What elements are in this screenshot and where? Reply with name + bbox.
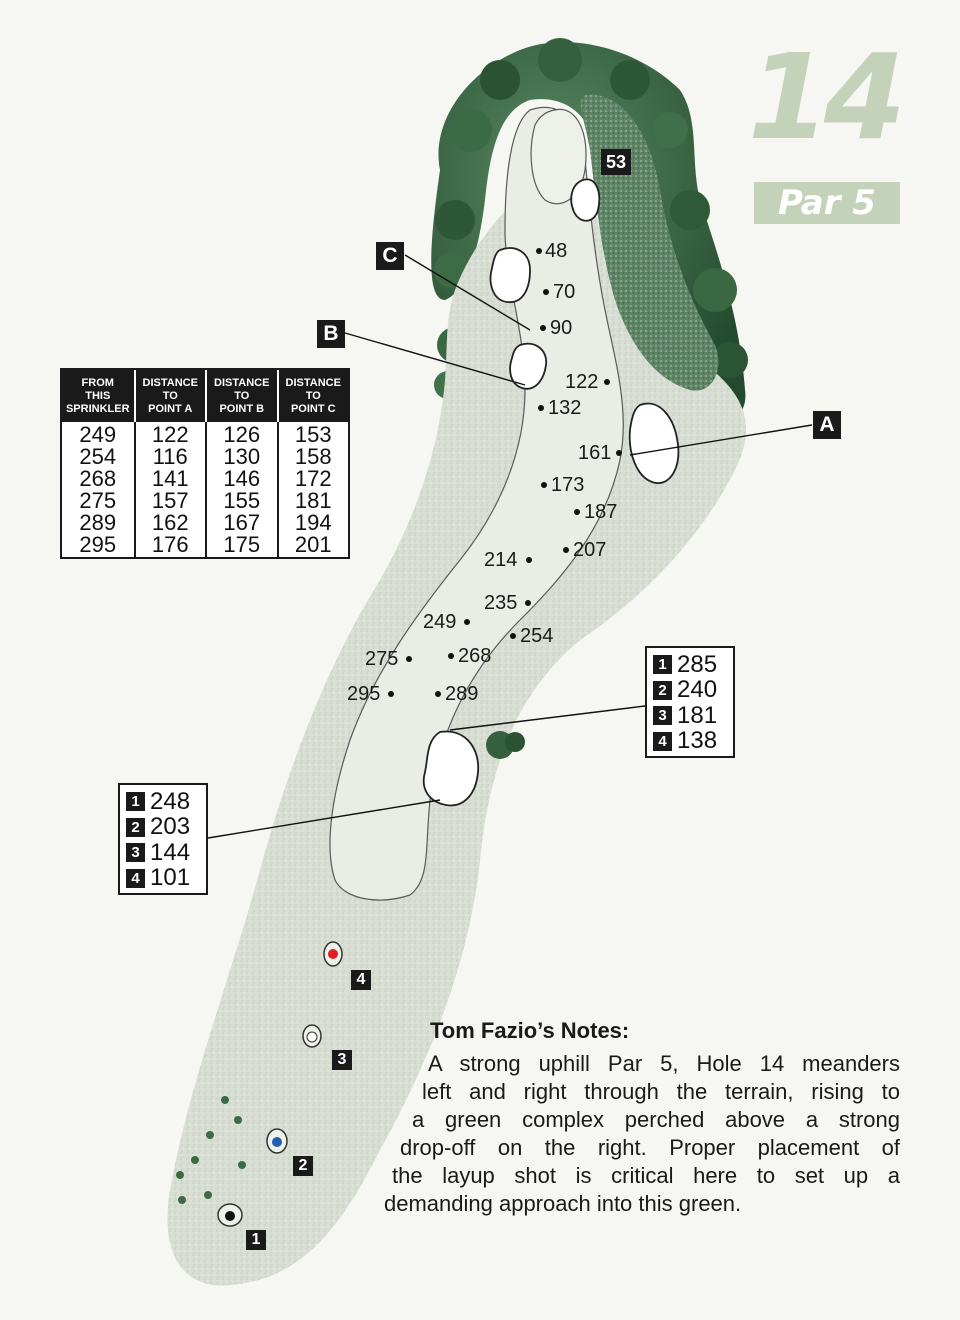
yard-row [653,703,727,729]
table-cell: 162 [151,510,189,535]
table-header-point-c: DISTANCE TO POINT C [277,370,349,422]
table-header-point-a: DISTANCE TO POINT A [134,370,206,422]
table-header-sprinkler: FROM THIS SPRINKLER [62,370,134,422]
yard-row [126,840,200,866]
notes-line: left and right through the terrain, rising to [422,1079,900,1104]
yard-value: 181 [677,701,718,729]
tee-yardage-box-carry [118,783,208,895]
yard-value: 144 [150,838,191,866]
yard-value: 248 [150,787,191,815]
tee-number: 3 [126,843,145,862]
tee-number: 2 [126,818,145,837]
yard-row [653,729,727,755]
yardage-label: 254 [520,625,554,647]
sprinkler-table [60,368,350,559]
tee-4-label: 4 [351,970,371,990]
yardage-label: 249 [423,611,457,633]
point-b-label: B [317,320,345,348]
yard-row [653,652,727,678]
yardage-label: 90 [550,317,573,339]
green-number-label: 53 [601,149,631,175]
yard-row [653,678,727,704]
table-cell: 157 [151,488,189,513]
table-cell: 249 [79,422,117,447]
table-cell: 194 [294,510,332,535]
hole-number: 14 [747,28,900,166]
table-cell: 158 [294,444,332,469]
yardage-label: 214 [484,549,518,571]
point-a-label: A [813,411,841,439]
yardage-label: 235 [484,592,518,614]
notes-line: A strong uphill Par 5, Hole 14 meanders [428,1051,900,1076]
notes-line: the layup shot is critical here to set up a [392,1163,900,1188]
table-column-point-a [134,422,206,557]
table-cell: 254 [79,444,117,469]
tee-yardage-box-bunker [645,646,735,758]
yard-value: 101 [150,864,191,892]
bunker-green-right [571,179,599,220]
yardage-label: 275 [365,648,399,670]
yard-row [126,866,200,892]
table-cell: 116 [152,444,188,469]
yardage-label: 268 [458,645,492,667]
table-cell: 126 [223,422,261,447]
notes-line: a green complex perched above a strong [412,1107,900,1132]
tee-number: 3 [653,706,672,725]
yardage-label: 48 [545,240,568,262]
table-cell: 201 [294,532,332,557]
tee-2-label: 2 [293,1156,313,1176]
yardage-label: 207 [573,539,607,561]
table-cell: 146 [223,466,261,491]
table-cell: 153 [294,422,332,447]
table-cell: 175 [223,532,261,557]
table-cell: 167 [223,510,261,535]
table-cell: 295 [79,532,117,557]
tee-3-label: 3 [332,1050,352,1070]
yardage-label: 289 [445,683,479,705]
tree-fairway [486,731,525,759]
notes-body [380,1050,900,1218]
point-c-label: C [376,242,404,270]
table-cell: 141 [151,466,189,491]
yardage-label: 122 [565,371,599,393]
table-column-sprinkler [62,422,134,557]
yardage-label: 187 [584,501,618,523]
table-cell: 172 [294,466,332,491]
tee-number: 1 [653,655,672,674]
tee-2-marker [272,1137,282,1147]
bunker-fairway [424,731,478,805]
tee-number: 1 [126,792,145,811]
yard-row [126,789,200,815]
table-cell: 268 [79,466,117,491]
yardage-label: 295 [347,683,381,705]
tee-1-label: 1 [246,1230,266,1250]
tee-4-marker [328,949,338,959]
yard-value: 203 [150,813,191,841]
table-cell: 275 [79,488,117,513]
table-cell: 181 [294,488,332,513]
notes-title: Tom Fazio’s Notes: [430,1018,630,1043]
tee-3-marker [307,1032,317,1042]
tee-number: 4 [653,732,672,751]
yard-value: 138 [677,727,718,755]
table-header-point-b: DISTANCE TO POINT B [205,370,277,422]
bunker-c [491,248,530,302]
table-column-point-c [277,422,349,557]
table-cell: 289 [79,510,117,535]
tee-number: 4 [126,869,145,888]
yardage-label: 161 [578,442,612,464]
notes-line: demanding approach into this green. [384,1191,742,1216]
table-cell: 130 [223,444,261,469]
yard-value: 285 [677,650,718,678]
yard-value: 240 [677,676,718,704]
yardage-label: 173 [551,474,585,496]
table-cell: 122 [151,422,189,447]
yardage-label: 132 [548,397,582,419]
table-cell: 176 [151,532,189,557]
par-badge: Par 5 [754,182,900,224]
table-cell: 155 [223,488,261,513]
notes-line: drop-off on the right. Proper placement of [400,1135,900,1160]
table-column-point-b [205,422,277,557]
tee-1-marker [225,1211,235,1221]
tee-number: 2 [653,681,672,700]
yardage-label: 70 [553,281,576,303]
yard-row [126,815,200,841]
